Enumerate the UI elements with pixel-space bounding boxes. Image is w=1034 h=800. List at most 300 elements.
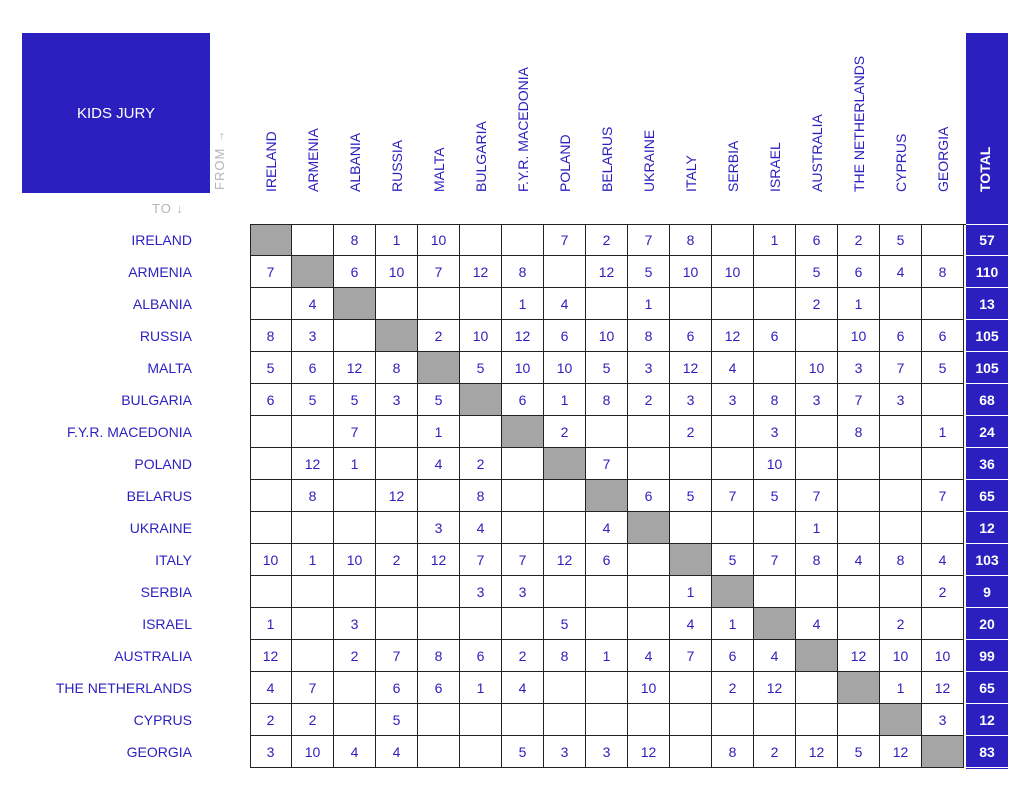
row-label: SERBIA: [140, 584, 192, 600]
score-cell: 10: [586, 320, 628, 352]
column-header: CYPRUS: [893, 133, 909, 192]
score-cell: [754, 704, 796, 736]
kids-jury-title: KIDS JURY: [22, 33, 210, 193]
score-cell: 10: [334, 544, 376, 576]
score-cell: [796, 448, 838, 480]
score-cell: [460, 288, 502, 320]
score-cell: 7: [250, 256, 292, 288]
score-cell: [376, 416, 418, 448]
score-cell: 7: [418, 256, 460, 288]
total-header: TOTAL: [977, 146, 993, 192]
row-label: GEORGIA: [126, 744, 192, 760]
row-total: 105: [966, 320, 1008, 352]
row-total: 20: [966, 608, 1008, 640]
score-cell: 3: [502, 576, 544, 608]
score-cell: 7: [796, 480, 838, 512]
score-cell: [460, 704, 502, 736]
score-cell: 5: [712, 544, 754, 576]
score-cell: [670, 288, 712, 320]
score-cell: 3: [712, 384, 754, 416]
score-cell: 12: [628, 736, 670, 768]
score-cell: [418, 288, 460, 320]
score-cell: 7: [586, 448, 628, 480]
score-cell: [418, 576, 460, 608]
score-cell: [544, 704, 586, 736]
score-cell: 1: [502, 288, 544, 320]
score-cell: [712, 288, 754, 320]
score-cell: [544, 672, 586, 704]
row-label: UKRAINE: [129, 520, 192, 536]
column-header: SERBIA: [725, 140, 741, 192]
score-cell: [460, 416, 502, 448]
score-cell: 6: [670, 320, 712, 352]
row-total: 36: [966, 448, 1008, 480]
score-cell: [712, 448, 754, 480]
diagonal-cell: [334, 288, 376, 320]
score-cell: 6: [544, 320, 586, 352]
column-header: F.Y.R. MACEDONIA: [515, 67, 531, 192]
diagonal-cell: [250, 224, 292, 256]
score-cell: 8: [376, 352, 418, 384]
score-cell: 6: [334, 256, 376, 288]
score-cell: 10: [418, 224, 460, 256]
diagonal-cell: [922, 736, 964, 768]
score-cell: 4: [376, 736, 418, 768]
row-label: POLAND: [134, 456, 192, 472]
score-cell: [418, 480, 460, 512]
score-cell: [502, 448, 544, 480]
score-cell: [544, 480, 586, 512]
score-cell: [502, 224, 544, 256]
score-cell: 1: [292, 544, 334, 576]
score-cell: 6: [838, 256, 880, 288]
score-cell: [754, 256, 796, 288]
score-cell: 1: [334, 448, 376, 480]
score-cell: 10: [754, 448, 796, 480]
score-cell: [670, 448, 712, 480]
score-cell: [838, 448, 880, 480]
score-cell: [292, 416, 334, 448]
score-cell: 4: [586, 512, 628, 544]
score-cell: 4: [712, 352, 754, 384]
score-cell: [586, 288, 628, 320]
score-cell: 6: [586, 544, 628, 576]
score-cell: [880, 288, 922, 320]
score-cell: [292, 608, 334, 640]
diagonal-cell: [544, 448, 586, 480]
row-total: 24: [966, 416, 1008, 448]
score-cell: 7: [670, 640, 712, 672]
score-cell: 5: [376, 704, 418, 736]
score-cell: 1: [250, 608, 292, 640]
score-cell: 8: [460, 480, 502, 512]
score-cell: [376, 608, 418, 640]
score-cell: [922, 224, 964, 256]
score-cell: [376, 288, 418, 320]
score-cell: [922, 448, 964, 480]
score-cell: 12: [838, 640, 880, 672]
score-cell: 4: [880, 256, 922, 288]
score-cell: [250, 288, 292, 320]
score-cell: 6: [754, 320, 796, 352]
score-cell: [544, 256, 586, 288]
score-cell: 8: [838, 416, 880, 448]
row-label: CYPRUS: [133, 712, 192, 728]
diagonal-cell: [502, 416, 544, 448]
score-cell: 7: [754, 544, 796, 576]
row-label: AUSTRALIA: [114, 648, 192, 664]
row-label: BELARUS: [126, 488, 192, 504]
diagonal-cell: [586, 480, 628, 512]
score-cell: 3: [544, 736, 586, 768]
column-header: MALTA: [431, 147, 447, 192]
score-cell: 8: [880, 544, 922, 576]
row-total: 65: [966, 480, 1008, 512]
score-cell: [796, 320, 838, 352]
column-header: UKRAINE: [641, 129, 657, 192]
row-label: F.Y.R. MACEDONIA: [67, 424, 192, 440]
row-label: BULGARIA: [121, 392, 192, 408]
column-header: ALBANIA: [347, 132, 363, 192]
score-cell: [376, 448, 418, 480]
diagonal-cell: [460, 384, 502, 416]
score-cell: 12: [418, 544, 460, 576]
score-cell: [586, 576, 628, 608]
score-cell: [250, 512, 292, 544]
score-cell: 2: [376, 544, 418, 576]
score-cell: 4: [544, 288, 586, 320]
score-cell: [754, 512, 796, 544]
score-cell: 7: [628, 224, 670, 256]
diagonal-cell: [376, 320, 418, 352]
score-cell: [250, 480, 292, 512]
score-cell: 5: [628, 256, 670, 288]
score-cell: 5: [460, 352, 502, 384]
score-cell: 1: [796, 512, 838, 544]
row-total: 110: [966, 256, 1008, 288]
score-cell: [460, 608, 502, 640]
score-cell: 8: [334, 224, 376, 256]
score-cell: [334, 320, 376, 352]
row-total: 103: [966, 544, 1008, 576]
score-cell: 6: [712, 640, 754, 672]
score-cell: [502, 480, 544, 512]
score-cell: 1: [418, 416, 460, 448]
row-total: 65: [966, 672, 1008, 704]
score-cell: 5: [418, 384, 460, 416]
score-cell: 8: [544, 640, 586, 672]
score-cell: 4: [250, 672, 292, 704]
score-cell: [712, 416, 754, 448]
score-cell: 4: [796, 608, 838, 640]
score-cell: 6: [796, 224, 838, 256]
score-cell: [754, 352, 796, 384]
score-cell: 6: [502, 384, 544, 416]
score-cell: 3: [418, 512, 460, 544]
score-cell: 2: [838, 224, 880, 256]
score-cell: 6: [376, 672, 418, 704]
score-cell: 1: [880, 672, 922, 704]
score-cell: 4: [670, 608, 712, 640]
score-cell: 3: [628, 352, 670, 384]
score-cell: 12: [712, 320, 754, 352]
score-cell: [628, 576, 670, 608]
diagonal-cell: [880, 704, 922, 736]
score-cell: 10: [796, 352, 838, 384]
score-cell: [880, 480, 922, 512]
score-cell: [922, 288, 964, 320]
score-cell: 8: [670, 224, 712, 256]
row-total: 12: [966, 512, 1008, 544]
score-cell: 2: [586, 224, 628, 256]
column-header: ITALY: [683, 155, 699, 192]
score-cell: 12: [754, 672, 796, 704]
score-cell: 6: [922, 320, 964, 352]
score-cell: 1: [460, 672, 502, 704]
score-cell: 12: [880, 736, 922, 768]
score-cell: 7: [922, 480, 964, 512]
column-header: IRELAND: [263, 131, 279, 192]
to-label: TO ↓: [152, 201, 184, 216]
score-cell: 1: [628, 288, 670, 320]
score-cell: 3: [292, 320, 334, 352]
score-cell: 1: [838, 288, 880, 320]
score-cell: [250, 576, 292, 608]
score-cell: [250, 416, 292, 448]
score-cell: 3: [376, 384, 418, 416]
score-cell: 1: [586, 640, 628, 672]
score-cell: 5: [796, 256, 838, 288]
score-cell: [880, 416, 922, 448]
score-cell: 7: [544, 224, 586, 256]
diagonal-cell: [628, 512, 670, 544]
score-cell: 6: [292, 352, 334, 384]
score-cell: 10: [250, 544, 292, 576]
score-cell: 10: [460, 320, 502, 352]
score-cell: [796, 576, 838, 608]
row-total: 68: [966, 384, 1008, 416]
score-cell: 3: [880, 384, 922, 416]
score-cell: 1: [544, 384, 586, 416]
score-cell: [712, 512, 754, 544]
diagonal-cell: [670, 544, 712, 576]
score-cell: 2: [250, 704, 292, 736]
score-cell: 12: [586, 256, 628, 288]
row-total: 12: [966, 704, 1008, 736]
score-cell: [292, 640, 334, 672]
score-cell: [670, 672, 712, 704]
score-cell: 7: [334, 416, 376, 448]
score-cell: 2: [418, 320, 460, 352]
score-cell: 12: [292, 448, 334, 480]
score-cell: [250, 448, 292, 480]
column-header: THE NETHERLANDS: [851, 55, 867, 192]
score-cell: [334, 480, 376, 512]
score-cell: 10: [922, 640, 964, 672]
score-cell: 2: [880, 608, 922, 640]
score-cell: 8: [586, 384, 628, 416]
score-cell: 12: [334, 352, 376, 384]
score-cell: 4: [418, 448, 460, 480]
score-cell: 2: [502, 640, 544, 672]
score-cell: 10: [292, 736, 334, 768]
score-cell: [544, 512, 586, 544]
score-cell: [922, 384, 964, 416]
score-cell: [880, 512, 922, 544]
score-cell: 2: [712, 672, 754, 704]
score-cell: [586, 704, 628, 736]
score-cell: [586, 416, 628, 448]
score-cell: 4: [292, 288, 334, 320]
score-cell: 6: [250, 384, 292, 416]
score-cell: 1: [754, 224, 796, 256]
row-total: 57: [966, 224, 1008, 256]
score-cell: [796, 704, 838, 736]
score-cell: 5: [502, 736, 544, 768]
score-cell: [880, 576, 922, 608]
score-cell: 5: [334, 384, 376, 416]
score-cell: 7: [292, 672, 334, 704]
score-cell: [754, 576, 796, 608]
score-cell: 2: [796, 288, 838, 320]
score-cell: 5: [838, 736, 880, 768]
score-cell: [544, 576, 586, 608]
score-cell: 5: [754, 480, 796, 512]
score-cell: [376, 576, 418, 608]
score-cell: 4: [754, 640, 796, 672]
score-cell: 4: [460, 512, 502, 544]
score-cell: [586, 608, 628, 640]
column-header: ISRAEL: [767, 142, 783, 192]
column-header: POLAND: [557, 134, 573, 192]
score-cell: [418, 736, 460, 768]
score-cell: 5: [292, 384, 334, 416]
score-cell: [418, 704, 460, 736]
score-cell: [922, 512, 964, 544]
score-cell: 12: [796, 736, 838, 768]
diagonal-cell: [292, 256, 334, 288]
score-cell: 10: [544, 352, 586, 384]
score-cell: 8: [250, 320, 292, 352]
score-cell: [502, 704, 544, 736]
row-total: 105: [966, 352, 1008, 384]
score-cell: 3: [754, 416, 796, 448]
score-cell: [670, 512, 712, 544]
diagonal-cell: [796, 640, 838, 672]
score-cell: [334, 704, 376, 736]
column-header: ARMENIA: [305, 128, 321, 192]
score-cell: 3: [796, 384, 838, 416]
score-cell: 3: [334, 608, 376, 640]
score-cell: [292, 576, 334, 608]
column-header: AUSTRALIA: [809, 114, 825, 192]
score-cell: [712, 704, 754, 736]
row-label: THE NETHERLANDS: [55, 680, 192, 696]
row-total: 9: [966, 576, 1008, 608]
score-cell: 12: [922, 672, 964, 704]
score-cell: 7: [502, 544, 544, 576]
score-cell: 7: [376, 640, 418, 672]
score-cell: 7: [838, 384, 880, 416]
score-cell: 2: [628, 384, 670, 416]
score-cell: 8: [628, 320, 670, 352]
score-cell: [292, 512, 334, 544]
score-cell: [670, 704, 712, 736]
row-label: ALBANIA: [132, 296, 192, 312]
score-cell: 1: [376, 224, 418, 256]
score-cell: 2: [544, 416, 586, 448]
score-cell: [334, 512, 376, 544]
score-cell: [922, 608, 964, 640]
score-cell: 5: [250, 352, 292, 384]
score-cell: 1: [922, 416, 964, 448]
score-cell: 6: [628, 480, 670, 512]
score-cell: [460, 224, 502, 256]
diagonal-cell: [712, 576, 754, 608]
row-label: RUSSIA: [139, 328, 192, 344]
score-cell: 4: [502, 672, 544, 704]
score-cell: 4: [334, 736, 376, 768]
score-cell: 2: [754, 736, 796, 768]
score-cell: [460, 736, 502, 768]
score-cell: 3: [460, 576, 502, 608]
diagonal-cell: [838, 672, 880, 704]
score-cell: 10: [880, 640, 922, 672]
score-cell: 8: [418, 640, 460, 672]
score-cell: 8: [712, 736, 754, 768]
score-cell: [628, 608, 670, 640]
from-label: FROM →: [212, 129, 227, 190]
score-cell: [334, 576, 376, 608]
score-cell: [880, 448, 922, 480]
row-total: 83: [966, 736, 1008, 768]
diagonal-cell: [754, 608, 796, 640]
score-cell: [502, 512, 544, 544]
score-cell: [754, 288, 796, 320]
score-cell: 5: [670, 480, 712, 512]
score-cell: 2: [922, 576, 964, 608]
score-cell: 7: [460, 544, 502, 576]
row-label: IRELAND: [131, 232, 192, 248]
score-cell: [796, 672, 838, 704]
score-cell: 1: [670, 576, 712, 608]
score-cell: 4: [922, 544, 964, 576]
score-cell: 10: [376, 256, 418, 288]
score-cell: 10: [838, 320, 880, 352]
score-cell: 8: [922, 256, 964, 288]
score-cell: 2: [670, 416, 712, 448]
score-cell: [838, 608, 880, 640]
score-cell: [712, 224, 754, 256]
score-cell: 8: [292, 480, 334, 512]
score-cell: [586, 672, 628, 704]
row-label: MALTA: [147, 360, 192, 376]
score-cell: 2: [460, 448, 502, 480]
score-cell: [838, 576, 880, 608]
score-cell: 8: [502, 256, 544, 288]
score-cell: 1: [712, 608, 754, 640]
score-cell: 3: [586, 736, 628, 768]
score-cell: 7: [712, 480, 754, 512]
score-cell: 6: [880, 320, 922, 352]
column-header: GEORGIA: [935, 126, 951, 192]
score-cell: 4: [628, 640, 670, 672]
score-cell: [418, 608, 460, 640]
score-cell: 2: [334, 640, 376, 672]
score-cell: [628, 448, 670, 480]
score-cell: 10: [712, 256, 754, 288]
score-cell: 12: [376, 480, 418, 512]
